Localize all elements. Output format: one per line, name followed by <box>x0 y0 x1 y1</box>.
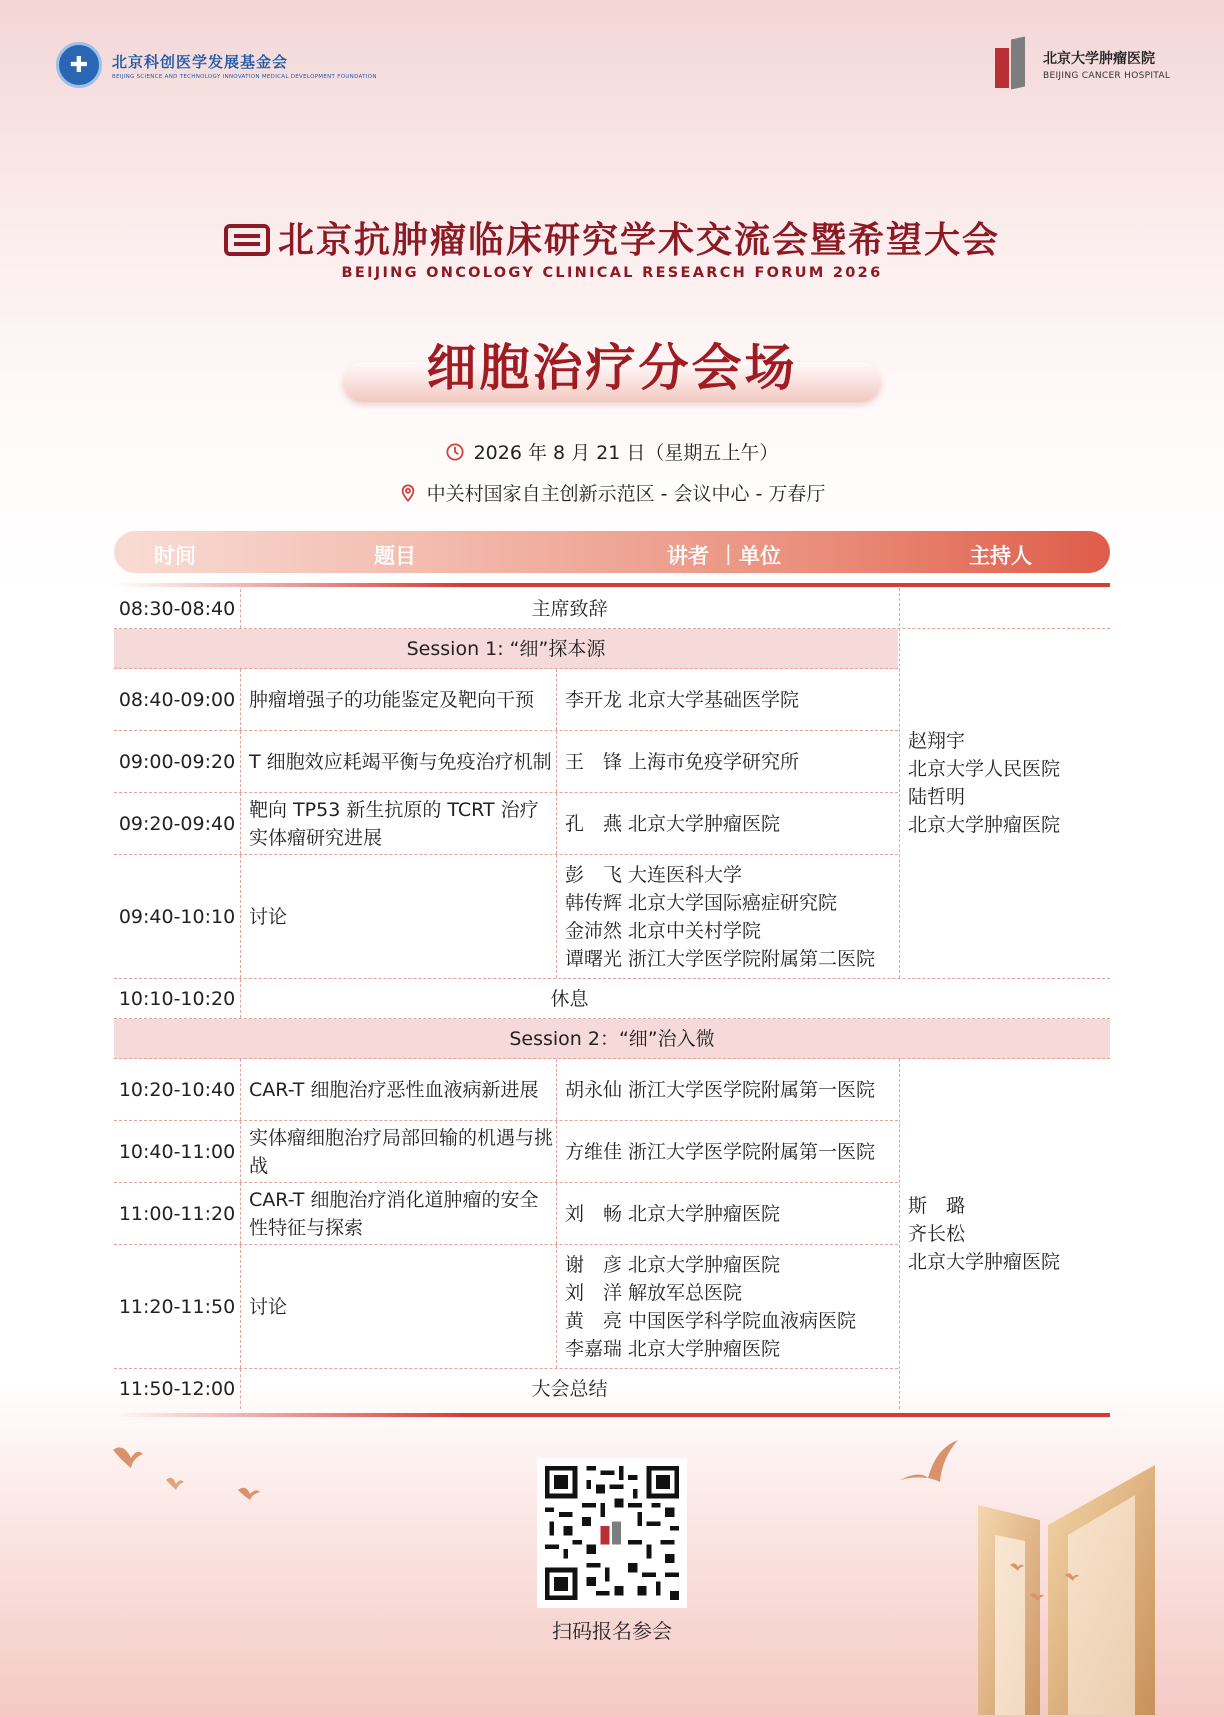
row-time: 10:20-10:40 <box>118 1078 236 1101</box>
row-topic: CAR-T 细胞治疗恶性血液病新进展 <box>249 1078 539 1101</box>
header-divider: | <box>725 541 732 565</box>
row-speakers: 胡永仙 浙江大学医学院附属第一医院 <box>565 1078 876 1101</box>
session-label: Session 1: “细”探本源 <box>406 637 606 660</box>
forum-title: 北京抗肿瘤临床研究学术交流会暨希望大会 <box>0 212 1224 263</box>
bird-right-icon <box>895 1440 965 1490</box>
foundation-emblem-icon: ✚ <box>56 42 102 88</box>
table-row <box>114 1183 898 1245</box>
row-speakers: 王 锋 上海市免疫学研究所 <box>565 750 800 773</box>
hospital-name-en: BEIJING CANCER HOSPITAL <box>1043 70 1171 81</box>
row-title: 主席致辞 <box>531 597 608 620</box>
table-row <box>114 793 898 855</box>
table-row <box>114 1121 898 1183</box>
header-time: 时间 <box>154 544 196 568</box>
row-speakers: 谢 彦 北京大学肿瘤医院 刘 洋 解放军总医院 黄 亮 中国医学科学院血液病医院 李嘉瑞 北京大学肿瘤医院 <box>565 1253 857 1360</box>
qr-code-icon <box>545 1466 679 1600</box>
qr-label: 扫码报名参会 <box>552 1619 672 1643</box>
row-time: 08:40-09:00 <box>118 688 236 711</box>
table-row <box>114 1245 898 1369</box>
row-time: 11:20-11:50 <box>118 1295 236 1318</box>
row-time: 08:30-08:40 <box>118 597 236 620</box>
row-speakers: 孔 燕 北京大学肿瘤医院 <box>565 812 781 835</box>
header-rule <box>114 583 1110 587</box>
header-host: 主持人 <box>969 544 1032 568</box>
row-topic: 肿瘤增强子的功能鉴定及靶向干预 <box>249 688 535 711</box>
session-row <box>114 1019 1110 1059</box>
row-topic: 讨论 <box>249 905 288 928</box>
table-row <box>114 979 1110 1019</box>
session-label: Session 2：“细”治入微 <box>509 1027 715 1050</box>
header-unit: 单位 <box>739 544 781 568</box>
table-row <box>114 1059 898 1121</box>
session-row <box>114 629 898 669</box>
agenda-header <box>114 531 1110 573</box>
foundation-name: 北京科创医学发展基金会 <box>112 52 289 71</box>
hospital-logo <box>995 38 1170 90</box>
row-speakers: 李开龙 北京大学基础医学院 <box>565 688 800 711</box>
row-time: 10:40-11:00 <box>118 1140 236 1163</box>
row-title: 大会总结 <box>531 1378 608 1400</box>
session2-hosts: 斯 璐 齐长松 北京大学肿瘤医院 <box>899 1059 1110 1409</box>
hospital-emblem-icon <box>995 38 1037 90</box>
row-speakers: 彭 飞 大连医科大学 韩传辉 北京大学国际癌症研究院 金沛然 北京中关村学院 谭曙光 浙江大学医学院附属第二医院 <box>565 863 876 970</box>
row-time: 11:50-12:00 <box>118 1378 236 1400</box>
footer-rule <box>114 1413 1110 1417</box>
hospital-name: 北京大学肿瘤医院 <box>1043 50 1155 67</box>
birds-left-icon <box>108 1440 288 1520</box>
event-venue: 中关村国家自主创新示范区 - 会议中心 - 万春厅 <box>0 479 1224 506</box>
foundation-name-en: BEIJING SCIENCE AND TECHNOLOGY INNOVATION MEDICAL DEVELOPMENT FOUNDATION <box>112 73 377 80</box>
header-topic: 题目 <box>374 544 416 568</box>
session-title: 细胞治疗分会场 <box>426 338 798 397</box>
clock-icon <box>446 443 464 461</box>
row-topic: 讨论 <box>249 1295 288 1318</box>
session1-hosts: 赵翔宇 北京大学人民医院 陆哲明 北京大学肿瘤医院 <box>899 588 1110 978</box>
row-time: 09:20-09:40 <box>118 812 236 835</box>
location-pin-icon <box>399 484 417 502</box>
foundation-logo <box>56 42 377 88</box>
row-time: 09:00-09:20 <box>118 750 236 773</box>
table-row <box>114 669 898 731</box>
row-title: 休息 <box>550 987 589 1010</box>
forum-emblem-icon <box>224 224 270 256</box>
forum-subtitle: BEIJING ONCOLOGY CLINICAL RESEARCH FORUM 2026 <box>341 265 883 281</box>
row-speakers: 方维佳 浙江大学医学院附属第一医院 <box>565 1140 876 1163</box>
row-topic: 靶向 TP53 新生抗原的 TCRT 治疗实体瘤研究进展 <box>249 798 539 849</box>
row-time: 10:10-10:20 <box>118 987 236 1010</box>
row-speakers: 刘 畅 北京大学肿瘤医院 <box>565 1202 781 1225</box>
registration-qr-code[interactable] <box>537 1458 687 1608</box>
row-time: 11:00-11:20 <box>118 1202 236 1225</box>
header-speaker: 讲者 <box>667 544 709 568</box>
row-topic: CAR-T 细胞治疗消化道肿瘤的安全性特征与探索 <box>249 1188 539 1239</box>
row-time: 09:40-10:10 <box>118 905 236 928</box>
event-date: 2026 年 8 月 21 日（星期五上午） <box>0 438 1224 465</box>
table-row <box>114 1369 898 1409</box>
row-topic: 实体瘤细胞治疗局部回输的机遇与挑战 <box>249 1126 554 1177</box>
row-topic: T 细胞效应耗竭平衡与免疫治疗机制 <box>249 750 552 773</box>
gate-decoration-icon <box>970 1465 1170 1715</box>
table-row <box>114 731 898 793</box>
